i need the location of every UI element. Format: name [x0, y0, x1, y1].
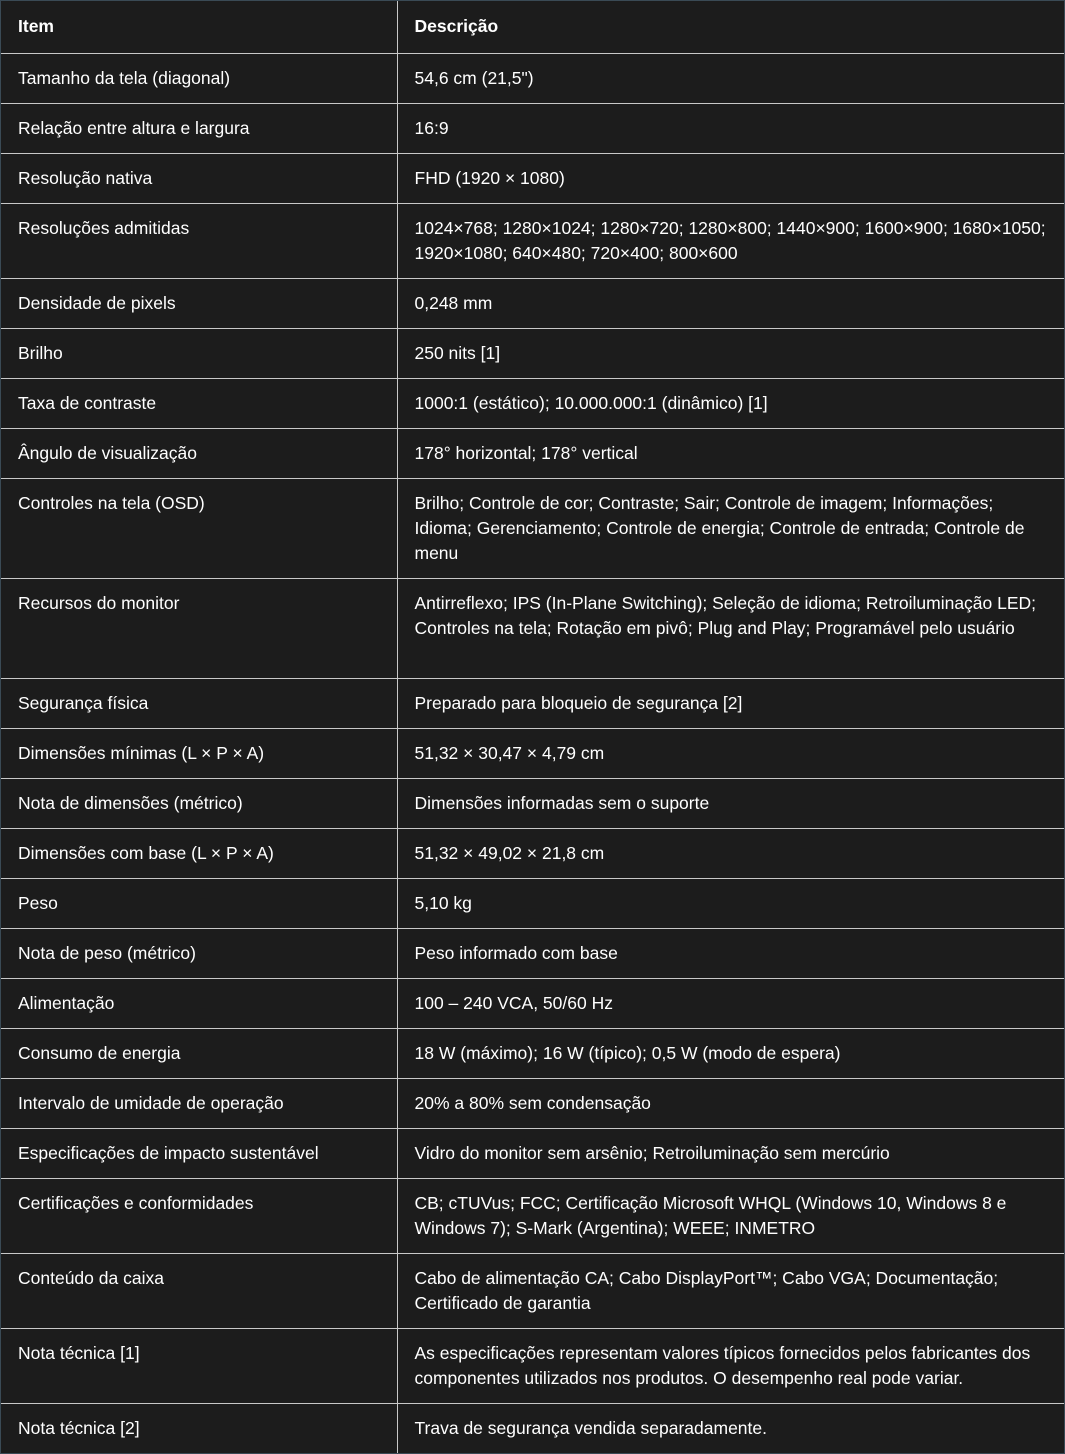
- row-item: Dimensões mínimas (L × P × A): [1, 728, 397, 778]
- row-item: Tamanho da tela (diagonal): [1, 53, 397, 103]
- row-item: Especificações de impacto sustentável: [1, 1128, 397, 1178]
- table-row: [1, 1128, 1064, 1178]
- row-description: 20% a 80% sem condensação: [397, 1078, 1064, 1128]
- table-row: [1, 53, 1064, 103]
- table-row: [1, 678, 1064, 728]
- table-row: [1, 1078, 1064, 1128]
- row-item: Resoluções admitidas: [1, 203, 397, 278]
- table-header-row: [1, 1, 1064, 53]
- row-item: Densidade de pixels: [1, 278, 397, 328]
- table-body: [1, 53, 1064, 1453]
- table-row: [1, 928, 1064, 978]
- row-item: Resolução nativa: [1, 153, 397, 203]
- header-description: Descrição: [397, 1, 1064, 53]
- row-item: Dimensões com base (L × P × A): [1, 828, 397, 878]
- row-item: Nota de dimensões (métrico): [1, 778, 397, 828]
- row-description: 5,10 kg: [397, 878, 1064, 928]
- table-row: [1, 103, 1064, 153]
- row-item: Recursos do monitor: [1, 578, 397, 678]
- table-row: [1, 878, 1064, 928]
- row-description: 1000:1 (estático); 10.000.000:1 (dinâmico) [1]: [397, 378, 1064, 428]
- row-description: 18 W (máximo); 16 W (típico); 0,5 W (modo de espera): [397, 1028, 1064, 1078]
- row-description: CB; cTUVus; FCC; Certificação Microsoft WHQL (Windows 10, Windows 8 e Windows 7); S-Mark (Argentina); WEEE; INMETRO: [397, 1178, 1064, 1253]
- row-description: Antirreflexo; IPS (In-Plane Switching); Seleção de idioma; Retroiluminação LED; Controles na tela; Rotação em pivô; Plug and Play; Programável pelo usuário: [397, 578, 1064, 678]
- row-item: Nota técnica [2]: [1, 1403, 397, 1453]
- spec-table: [1, 1, 1064, 1453]
- row-description: 51,32 × 30,47 × 4,79 cm: [397, 728, 1064, 778]
- row-item: Conteúdo da caixa: [1, 1253, 397, 1328]
- table-row: [1, 778, 1064, 828]
- row-description: FHD (1920 × 1080): [397, 153, 1064, 203]
- row-description: 51,32 × 49,02 × 21,8 cm: [397, 828, 1064, 878]
- row-item: Taxa de contraste: [1, 378, 397, 428]
- table-row: [1, 828, 1064, 878]
- table-row: [1, 328, 1064, 378]
- row-item: Nota técnica [1]: [1, 1328, 397, 1403]
- row-item: Intervalo de umidade de operação: [1, 1078, 397, 1128]
- header-item: Item: [1, 1, 397, 53]
- row-description: 1024×768; 1280×1024; 1280×720; 1280×800; 1440×900; 1600×900; 1680×1050; 1920×1080; 640×480; 720×400; 800×600: [397, 203, 1064, 278]
- row-description: 250 nits [1]: [397, 328, 1064, 378]
- row-item: Ângulo de visualização: [1, 428, 397, 478]
- table-row: [1, 203, 1064, 278]
- row-item: Brilho: [1, 328, 397, 378]
- row-description: 54,6 cm (21,5"): [397, 53, 1064, 103]
- row-item: Consumo de energia: [1, 1028, 397, 1078]
- table-row: [1, 1178, 1064, 1253]
- row-description: 0,248 mm: [397, 278, 1064, 328]
- table-row: [1, 478, 1064, 578]
- table-row: [1, 728, 1064, 778]
- table-row: [1, 1403, 1064, 1453]
- row-description: Trava de segurança vendida separadamente.: [414, 1417, 767, 1438]
- row-item: Alimentação: [1, 978, 397, 1028]
- row-description: Vidro do monitor sem arsênio; Retroiluminação sem mercúrio: [397, 1128, 1064, 1178]
- row-description: As especificações representam valores típicos fornecidos pelos fabricantes dos componentes utilizados nos produtos. O desempenho real pode variar.: [397, 1328, 1064, 1403]
- row-item: Relação entre altura e largura: [1, 103, 397, 153]
- row-description: Brilho; Controle de cor; Contraste; Sair; Controle de imagem; Informações; Idioma; Gerenciamento; Controle de energia; Controle de entrada; Controle de menu: [397, 478, 1064, 578]
- table-row: [1, 428, 1064, 478]
- table-row: [1, 378, 1064, 428]
- table-row: [1, 1328, 1064, 1403]
- row-description: Preparado para bloqueio de segurança [2]: [397, 678, 1064, 728]
- table-row: [1, 153, 1064, 203]
- row-description: 178° horizontal; 178° vertical: [397, 428, 1064, 478]
- row-item: Nota de peso (métrico): [1, 928, 397, 978]
- row-description: Cabo de alimentação CA; Cabo DisplayPort™; Cabo VGA; Documentação; Certificado de garantia: [397, 1253, 1064, 1328]
- table-row: [1, 1253, 1064, 1328]
- row-item: Segurança física: [1, 678, 397, 728]
- row-description: Peso informado com base: [397, 928, 1064, 978]
- table-row: [1, 578, 1064, 678]
- table-row: [1, 978, 1064, 1028]
- table-row: [1, 278, 1064, 328]
- row-description: Dimensões informadas sem o suporte: [397, 778, 1064, 828]
- row-item: Peso: [1, 878, 397, 928]
- row-item: Certificações e conformidades: [1, 1178, 397, 1253]
- table-row: [1, 1028, 1064, 1078]
- row-description: 16:9: [397, 103, 1064, 153]
- row-description: 100 – 240 VCA, 50/60 Hz: [397, 978, 1064, 1028]
- row-item: Controles na tela (OSD): [1, 478, 397, 578]
